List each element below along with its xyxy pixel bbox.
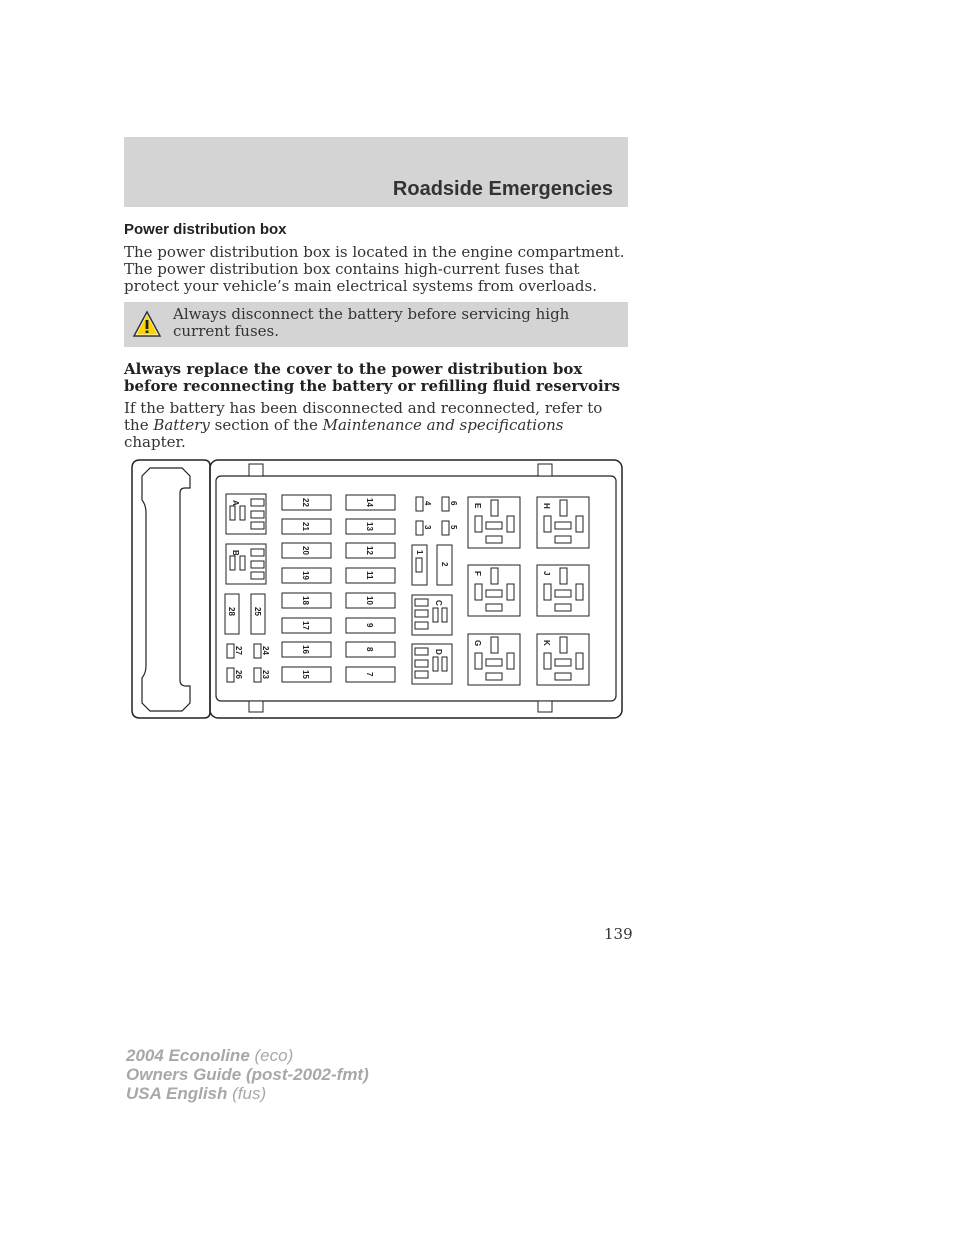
fuse-label: 8 — [365, 647, 374, 652]
fuse-label: 24 — [261, 646, 270, 655]
relay-label: H — [542, 503, 551, 509]
fuse-label: 4 — [423, 501, 432, 506]
box-cover-inner — [142, 468, 190, 711]
relay-k — [537, 634, 589, 685]
fuse-column-1 — [282, 495, 331, 682]
battery-reference-paragraph — [124, 400, 628, 451]
relay-e — [468, 497, 520, 548]
box-cover-outline — [132, 460, 210, 718]
fuse-label: 28 — [227, 607, 236, 616]
fuse-label: 13 — [365, 522, 374, 531]
fuse-label: 19 — [301, 571, 310, 580]
fuse-label: 16 — [301, 645, 310, 654]
relay-g — [468, 634, 520, 685]
fuse-label: 27 — [234, 646, 243, 655]
fuse-26 — [227, 668, 234, 682]
relay-h — [537, 497, 589, 548]
fuse-column-2 — [346, 495, 395, 682]
paragraph-text: section of the — [209, 416, 323, 434]
warning-text: Always disconnect the battery before servicing high current fuses. — [173, 305, 570, 340]
relay-label: J — [542, 571, 551, 576]
page-section-title: Roadside Emergencies — [392, 178, 613, 200]
relay-f — [468, 565, 520, 616]
cover-instruction: Always replace the cover to the power distribution box before reconnecting the battery or refilling fluid reservoirs — [124, 360, 621, 395]
fuse-label: 5 — [449, 525, 458, 530]
footer-language-code: (fus) — [227, 1084, 267, 1103]
paragraph-text: chapter. — [124, 433, 186, 451]
fuse-label: 11 — [365, 571, 374, 580]
fuse-label: 21 — [301, 522, 310, 531]
chapter-reference: Maintenance and specifications — [322, 416, 564, 434]
power-distribution-box-diagram — [130, 458, 624, 720]
relay-label: E — [473, 503, 482, 509]
document-footer — [126, 1046, 369, 1103]
warning-box — [124, 302, 628, 347]
fuse-24 — [254, 644, 261, 658]
fuse-label: 25 — [253, 607, 262, 616]
fuse-label: 12 — [365, 546, 374, 555]
fuse-label: 14 — [365, 498, 374, 507]
relay-block-label: C — [434, 600, 443, 606]
fuse-label: 18 — [301, 596, 310, 605]
fuse-label: 15 — [301, 670, 310, 679]
box-tab — [538, 701, 552, 712]
relay-block-label: A — [231, 500, 240, 506]
relay-block-label: D — [434, 649, 443, 655]
intro-paragraph: The power distribution box is located in the engine compartment. The power distribution box contains high-current fuses that protect your vehicle’s main electrical systems from overloads. — [124, 243, 625, 295]
footer-model: 2004 Econoline — [126, 1046, 250, 1065]
fuse-label: 17 — [301, 621, 310, 630]
header-band — [124, 137, 628, 207]
paragraph-text: If the battery has been disconnected and reconnected, refer to the — [124, 399, 603, 434]
box-tab — [249, 701, 263, 712]
fuse-27 — [227, 644, 234, 658]
fuse-label: 26 — [234, 670, 243, 679]
section-heading: Power distribution box — [124, 221, 287, 238]
fuse-label: 20 — [301, 546, 310, 555]
relay-j — [537, 565, 589, 616]
warning-triangle-icon — [132, 310, 162, 338]
fuse-5 — [442, 521, 449, 535]
fuse-label: 3 — [423, 525, 432, 530]
relay-label: G — [473, 640, 482, 647]
relay-label: K — [542, 640, 551, 646]
relay-label: F — [473, 571, 482, 576]
fuse-label: 10 — [365, 596, 374, 605]
fuse-label: 7 — [365, 672, 374, 677]
relay-block-label: B — [231, 550, 240, 556]
fuse-label: 2 — [440, 562, 449, 567]
fuse-label: 1 — [415, 550, 424, 555]
footer-guide: Owners Guide (post-2002-fmt) — [126, 1065, 369, 1084]
box-tab — [249, 464, 263, 476]
page-number: 139 — [604, 925, 633, 943]
fuse-4 — [416, 497, 423, 511]
battery-reference: Battery — [153, 416, 210, 434]
footer-language: USA English — [126, 1084, 228, 1103]
footer-model-code: (eco) — [249, 1046, 294, 1065]
fuse-label: 6 — [449, 501, 458, 506]
fuse-label: 23 — [261, 670, 270, 679]
fuse-label: 9 — [365, 623, 374, 628]
fuse-label: 22 — [301, 498, 310, 507]
fuse-23 — [254, 668, 261, 682]
fuse-3 — [416, 521, 423, 535]
box-tab — [538, 464, 552, 476]
fuse-6 — [442, 497, 449, 511]
